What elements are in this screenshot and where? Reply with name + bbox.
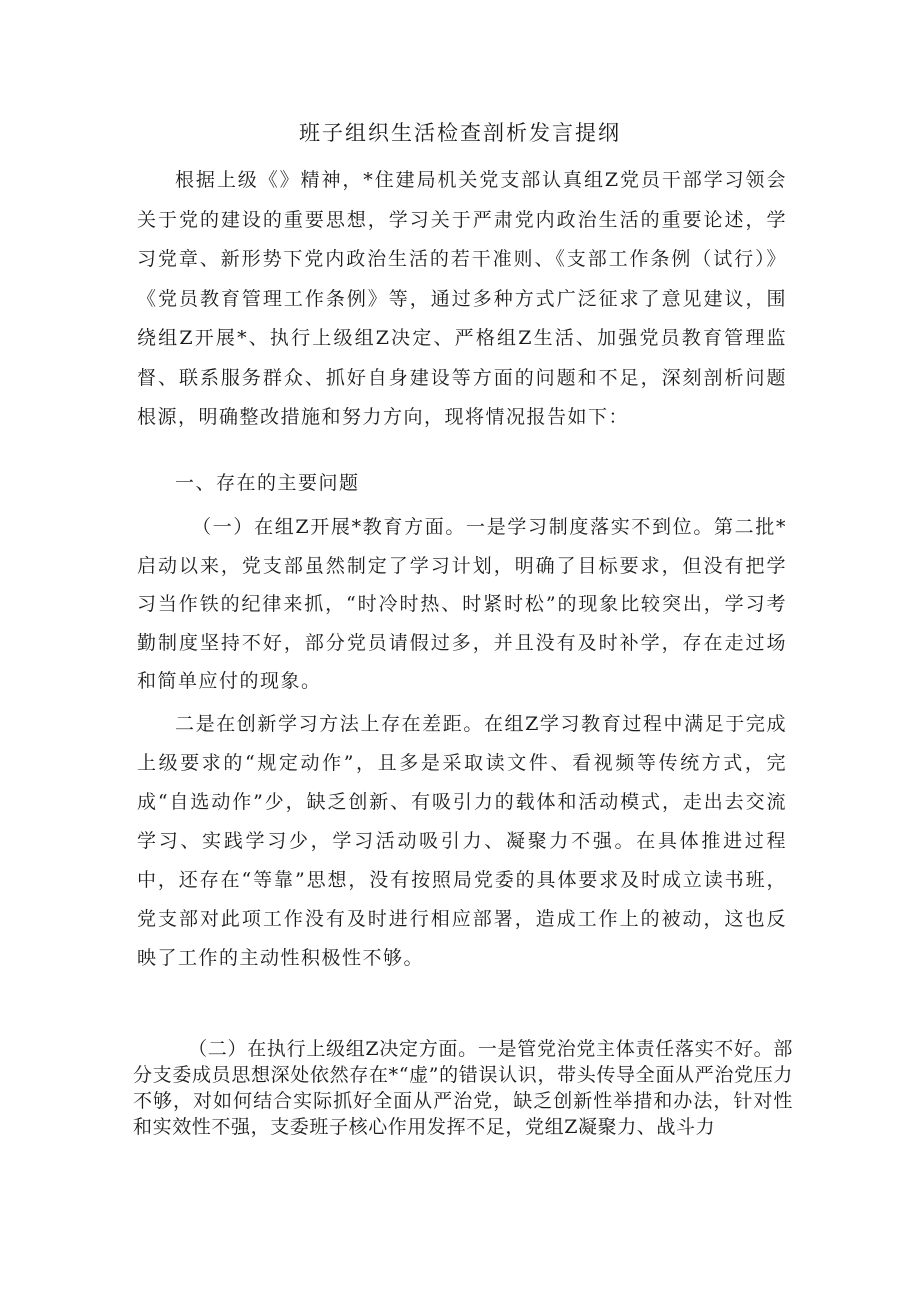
section-1-paragraph: （一）在组Z开展*教育方面。一是学习制度落实不到位。第二批*启动以来，党支部虽然制定了学习计划，明确了目标要求，但没有把学习当作铁的纪律来抓，“时冷时热、时紧时松”的现象比较突出，学习考勤制度坚持不好，部分党员请假过多，并且没有及时补学，存在走过场和简单应付的现象。 [137, 516, 787, 692]
document-title: 班子组织生活检查剖析发言提纲 [299, 121, 621, 145]
section-heading-problems: 一、存在的主要问题 [175, 472, 360, 494]
intro-paragraph: 根据上级《》精神，*住建局机关党支部认真组Z党员干部学习领会关于党的建设的重要思想，学习关于严肃党内政治生活的重要论述，学习党章、新形势下党内政治生活的若干准则、《支部工作条例（试行）》《党员教育管理工作条例》等，通过多种方式广泛征求了意见建议，围绕组Z开展*、执行上级组Z决定、严格组Z生活、加强党员教育管理监督、联系服务群众、抓好自身建设等方面的问题和不足，深刻剖析问题根源，明确整改措施和努力方向，现将情况报告如下： [137, 169, 787, 428]
section-2-paragraph: （二）在执行上级组Z决定方面。一是管党治党主体责任落实不好。部分支委成员思想深处依然存在*“虚”的错误认识，带头传导全面从严治党压力不够，对如何结合实际抓好全面从严治党，缺乏创新性举措和办法，针对性和实效性不强，支委班子核心作用发挥不足，党组Z凝聚力、战斗力 [133, 1038, 793, 1138]
section-1-point-2-paragraph: 二是在创新学习方法上存在差距。在组Z学习教育过程中满足于完成上级要求的“规定动作”，且多是采取读文件、看视频等传统方式，完成“自选动作”少，缺乏创新、有吸引力的载体和活动模式，走出去交流学习、实践学习少，学习活动吸引力、凝聚力不强。在具体推进过程中，还存在“等靠”思想，没有按照局党委的具体要求及时成立读书班，党支部对此项工作没有及时进行相应部署，造成工作上的被动，这也反映了工作的主动性积极性不够。 [137, 713, 787, 969]
